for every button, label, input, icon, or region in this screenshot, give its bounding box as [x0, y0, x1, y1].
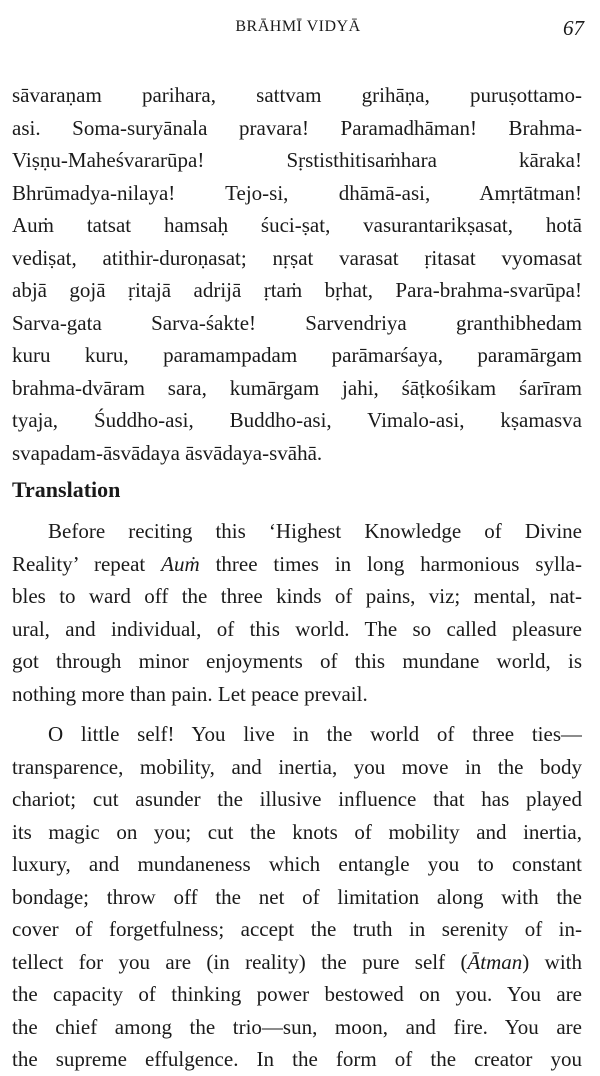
verse-line: svapadam-āsvādaya āsvādaya-svāhā. [12, 440, 323, 465]
translation-line: got through minor enjoyments of this mundane world, is [12, 649, 582, 673]
translation-line: bles to ward off the three kinds of pains, viz; mental, nat- [12, 584, 582, 608]
verse-line: Bhrūmadya-nilaya! Tejo-si, dhāmā-asi, Amṛtātman! [12, 180, 582, 205]
verse-line: tyaja, Śuddho-asi, Buddho-asi, Vimalo-asi, kṣamasva [12, 408, 582, 432]
translation-line: bondage; throw off the net of limitation along with the [12, 884, 582, 909]
page-number: 67 [563, 16, 584, 40]
verse-line: Sarva-gata Sarva-śakte! Sarvendriya granthibhedam [12, 310, 582, 335]
translation-heading: Translation [12, 477, 121, 502]
translation-line: transparence, mobility, and inertia, you move in the body [12, 754, 582, 779]
running-head [12, 18, 584, 46]
verse-line: vediṣat, atithir-duroṇasat; nṛṣat varasat ṛitasat vyomasat [12, 245, 582, 270]
translation-text [12, 515, 582, 1076]
translation-line: the capacity of thinking power bestowed on you. You are [12, 982, 582, 1006]
verse-line: sāvaraṇam parihara, sattvam grihāṇa, puruṣottamo- [12, 83, 582, 107]
verse-line: abjā gojā ṛitajā adrijā ṛtaṁ bṛhat, Para-brahma-svarūpa! [12, 278, 582, 302]
translation-line: the chief among the trio—sun, moon, and fire. You are [12, 1014, 582, 1039]
translation-line: ural, and individual, of this world. The so called pleasure [12, 616, 582, 641]
translation-line: nothing more than pain. Let peace prevail. [12, 681, 368, 706]
sanskrit-verse [12, 79, 582, 469]
translation-line: its magic on you; cut the knots of mobility and inertia, [12, 819, 582, 844]
translation-line: cover of forgetfulness; accept the truth in serenity of in- [12, 917, 582, 941]
translation-paragraph-1 [12, 515, 582, 710]
translation-paragraph-2 [12, 718, 582, 1076]
running-title: BRĀHMĪ VIDYĀ [235, 18, 361, 35]
translation-line: O little self! You live in the world of three ties— [48, 722, 582, 746]
verse-line: kuru kuru, paramampadam parāmarśaya, paramārgam [12, 343, 582, 367]
paragraph-gap [12, 710, 582, 718]
verse-line: asi. Soma-suryānala pravara! Paramadhāman! Brahma- [12, 115, 582, 140]
verse-line: Viṣṇu-Maheśvararūpa! Sṛstisthitisaṁhara kāraka! [12, 148, 582, 172]
verse-line: brahma-dvāram sara, kumārgam jahi, śāṭkośikam śarīram [12, 375, 582, 400]
verse-line: Auṁ tatsat hamsaḥ śuci-ṣat, vasurantarikṣasat, hotā [12, 213, 582, 237]
translation-line: the supreme effulgence. In the form of the creator you [12, 1047, 582, 1071]
translation-line: chariot; cut asunder the illusive influence that has played [12, 787, 582, 811]
translation-line: Before reciting this ‘Highest Knowledge of Divine [48, 519, 582, 543]
translation-line: tellect for you are (in reality) the pure self (Ātman) with [12, 949, 582, 974]
translation-line: Reality’ repeat Auṁ three times in long harmonious sylla- [12, 551, 582, 576]
translation-line: luxury, and mundaneness which entangle you to constant [12, 852, 582, 876]
